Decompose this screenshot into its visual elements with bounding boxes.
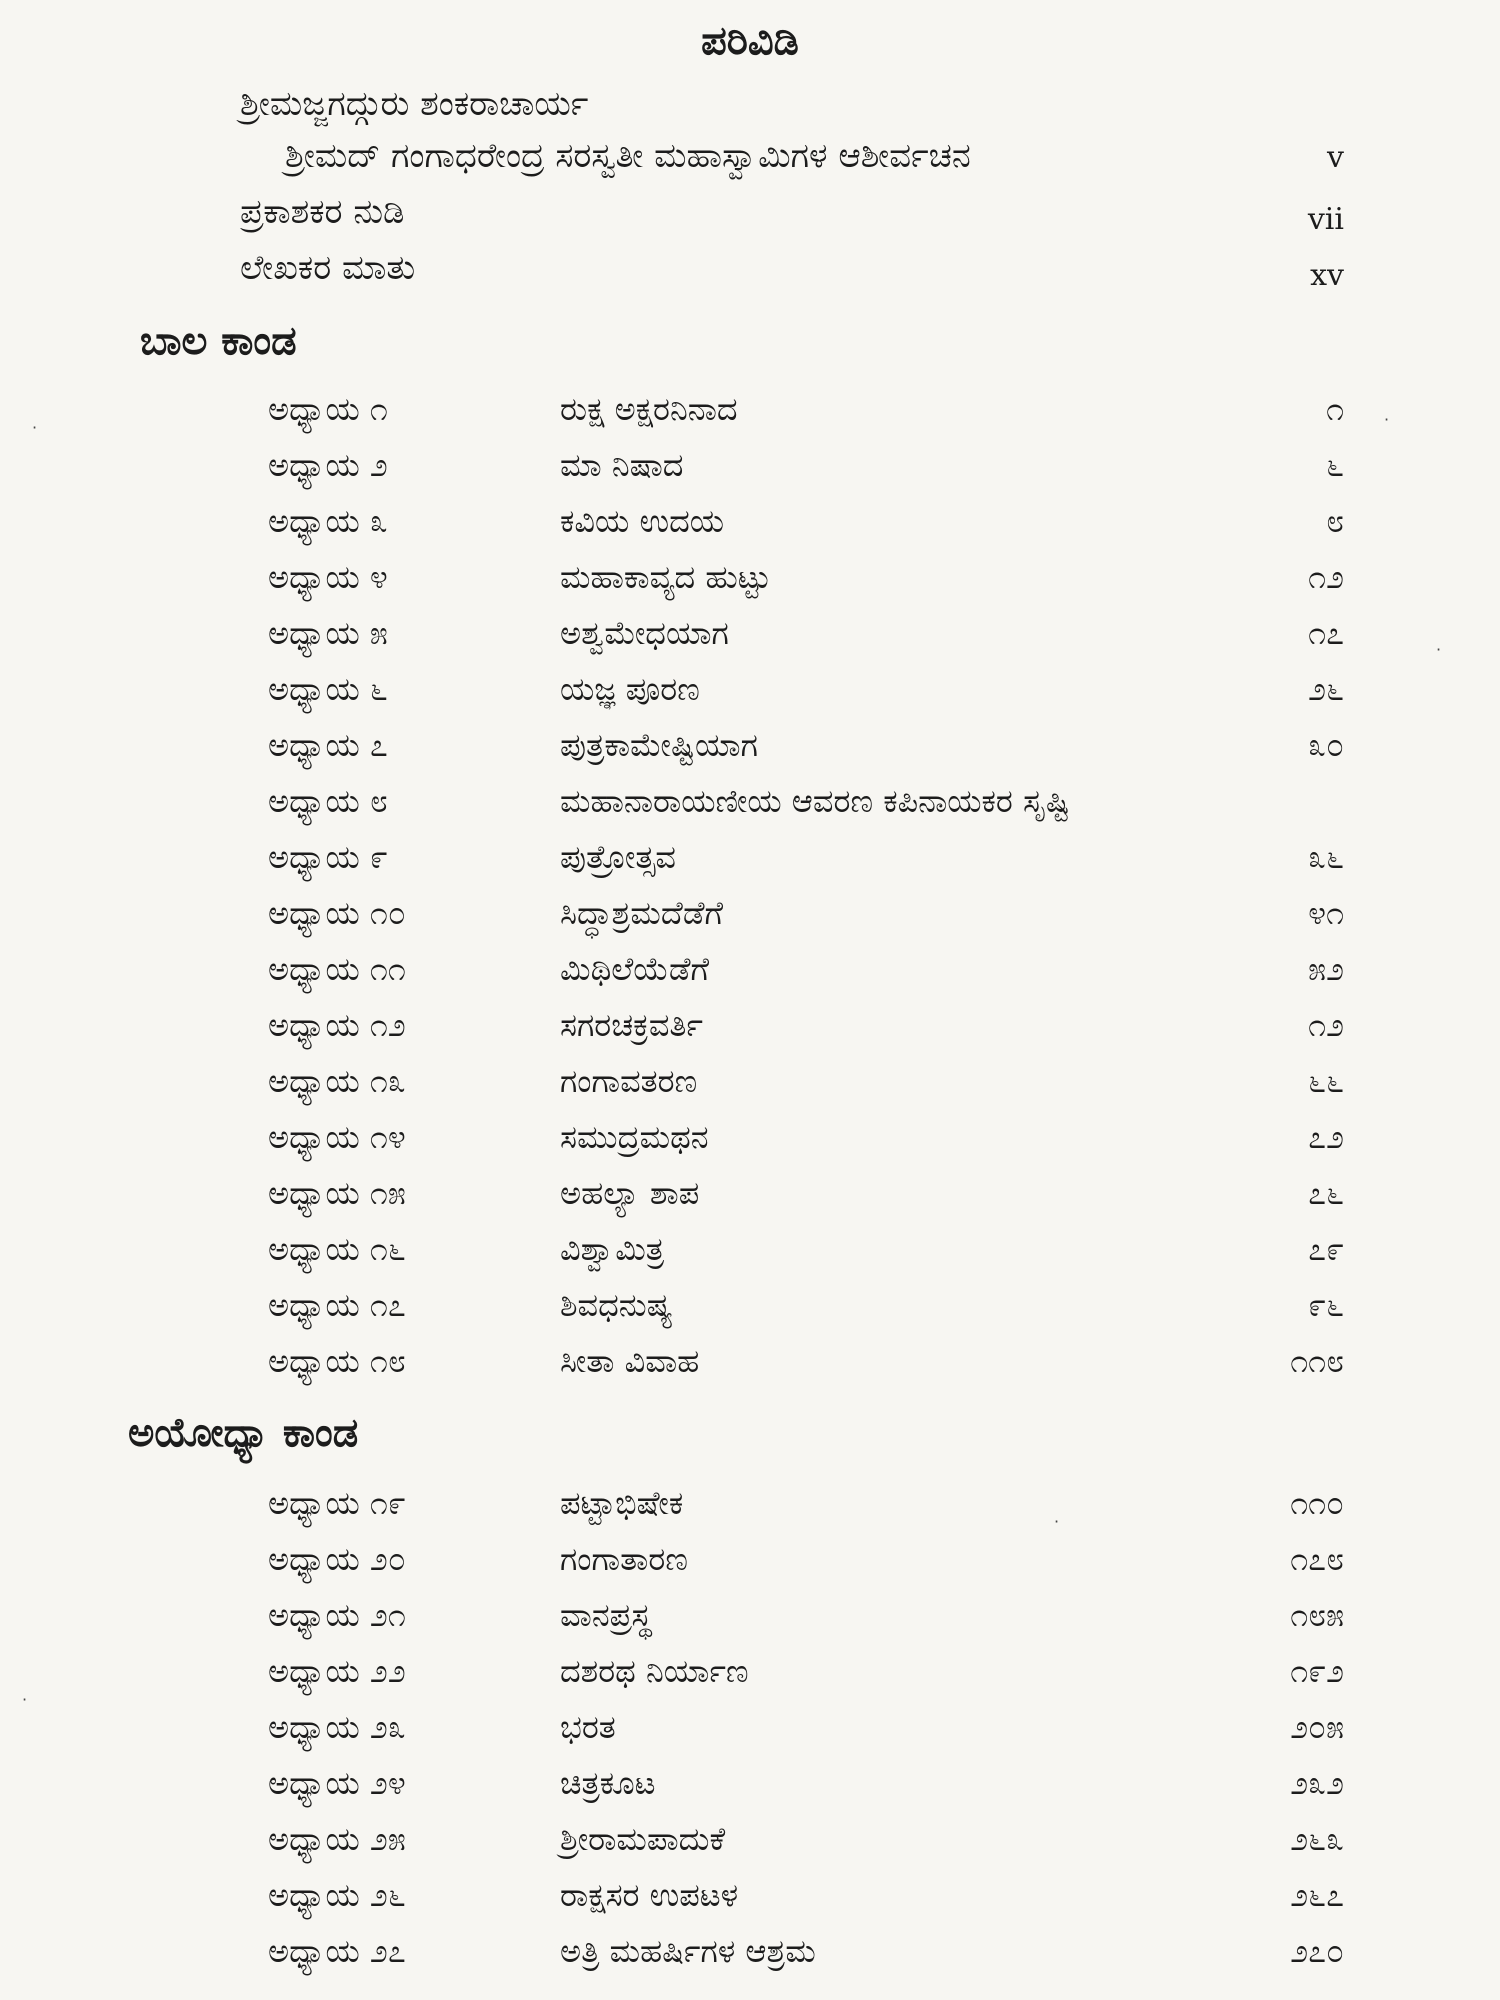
front-matter-item [0,80,1500,136]
chapter-page: ೧೧೮ [1290,1342,1344,1380]
chapter-title: ಪಟ್ಟಾಭಿಷೇಕ [560,1484,684,1522]
chapter-row [0,1056,1500,1112]
chapter-title: ಗಂಗಾತಾರಣ [560,1540,688,1578]
chapter-label: ಅಧ್ಯಾಯ ೧೩ [268,1062,406,1100]
chapter-title: ಸಗರಚಕ್ರವರ್ತಿ [560,1006,703,1044]
chapter-label: ಅಧ್ಯಾಯ ೮ [268,782,388,820]
chapter-title: ಗಂಗಾವತರಣ [560,1062,698,1100]
chapter-label: ಅಧ್ಯಾಯ ೧೯ [268,1484,406,1522]
chapter-page: ೧ [1326,390,1344,428]
speck-mark: · [1054,1512,1060,1531]
chapter-label: ಅಧ್ಯಾಯ ೨೨ [268,1652,406,1690]
chapter-label: ಅಧ್ಯಾಯ ೧೭ [268,1286,406,1324]
chapter-page: ೨೭೦ [1290,1932,1344,1970]
speck-mark: · [22,1690,28,1709]
chapter-row [0,440,1500,496]
chapter-title: ವಿಶ್ವಾಮಿತ್ರ [560,1230,665,1268]
chapter-row [0,1112,1500,1168]
chapter-row [0,1870,1500,1926]
chapter-page: ೬೬ [1308,1062,1344,1100]
chapter-row [0,1702,1500,1758]
front-matter-list [0,80,1500,300]
chapter-label: ಅಧ್ಯಾಯ ೧೧ [268,950,406,988]
front-matter-page: vii [1307,202,1344,237]
chapter-page: ೨೦೫ [1290,1708,1344,1746]
front-matter-page: v [1327,140,1344,175]
front-matter-item [0,136,1500,188]
chapter-label: ಅಧ್ಯಾಯ ೨ [268,446,388,484]
chapter-row [0,944,1500,1000]
chapter-title: ಪುತ್ರಕಾಮೇಷ್ಟಿಯಾಗ [560,726,758,764]
chapter-page: ೮ [1326,502,1344,540]
chapter-row [0,1000,1500,1056]
chapter-title: ರುಕ್ಷ ಅಕ್ಷರನಿನಾದ [560,390,738,428]
chapter-page: ೭೨ [1308,1118,1344,1156]
chapter-row [0,832,1500,888]
section-heading-ayodhya-kanda: ಅಯೋಧ್ಯಾ ಕಾಂಡ [128,1410,359,1456]
chapter-row [0,1280,1500,1336]
chapter-page: ೭೬ [1308,1174,1344,1212]
chapter-page: ೧೨ [1308,558,1344,596]
chapter-page: ೧೮೫ [1290,1596,1344,1634]
chapter-label: ಅಧ್ಯಾಯ ೧೬ [268,1230,406,1268]
chapter-title: ಮಿಥಿಲೆಯೆಡೆಗೆ [560,950,710,988]
chapter-label: ಅಧ್ಯಾಯ ೨೫ [268,1820,406,1858]
chapter-label: ಅಧ್ಯಾಯ ೭ [268,726,388,764]
chapter-row [0,496,1500,552]
chapter-row [0,1168,1500,1224]
chapter-label: ಅಧ್ಯಾಯ ೧೫ [268,1174,406,1212]
chapter-row [0,720,1500,776]
chapter-title: ಚಿತ್ರಕೂಟ [560,1764,656,1802]
chapter-page: ೧೭ [1308,614,1344,652]
chapter-page: ೭೯ [1308,1230,1344,1268]
chapter-title: ಮಹಾಕಾವ್ಯದ ಹುಟ್ಟು [560,558,772,596]
chapter-label: ಅಧ್ಯಾಯ ೨೧ [268,1596,406,1634]
speck-mark: · [1384,410,1390,429]
chapter-page: ೯೬ [1308,1286,1344,1324]
chapter-page: ೩೦ [1308,726,1344,764]
chapter-page: ೧೧೦ [1290,1484,1344,1522]
front-matter-label: ಲೇಖಕರ ಮಾತು [240,248,416,288]
chapter-label: ಅಧ್ಯಾಯ ೧೦ [268,894,406,932]
chapter-title: ಅಹಲ್ಯಾ ಶಾಪ [560,1174,700,1212]
front-matter-page: xv [1310,258,1344,293]
chapter-page: ೫೨ [1308,950,1344,988]
chapter-list-bala-kanda [0,384,1500,1392]
chapter-title: ಭರತ [560,1708,616,1746]
front-matter-item [0,188,1500,244]
chapter-row [0,552,1500,608]
chapter-page: ೨೬೭ [1290,1876,1344,1914]
chapter-row [0,384,1500,440]
front-matter-item [0,244,1500,300]
chapter-title: ಮಹಾನಾರಾಯಣೀಯ ಆವರಣ ಕಪಿನಾಯಕರ ಸೃಷ್ಟಿ [560,782,1070,820]
chapter-label: ಅಧ್ಯಾಯ ೫ [268,614,388,652]
chapter-page: ೧೯೨ [1290,1652,1344,1690]
chapter-row [0,1758,1500,1814]
chapter-title: ಮಾ ನಿಷಾದ [560,446,684,484]
chapter-title: ಅಶ್ವಮೇಧಯಾಗ [560,614,729,652]
chapter-title: ಸಿದ್ಧಾಶ್ರಮದೆಡೆಗೆ [560,894,724,932]
chapter-page: ೨೩೨ [1290,1764,1344,1802]
chapter-label: ಅಧ್ಯಾಯ ೧೨ [268,1006,406,1044]
chapter-title: ಕವಿಯ ಉದಯ [560,502,725,540]
chapter-row [0,1590,1500,1646]
chapter-title: ಅತ್ರಿ ಮಹರ್ಷಿಗಳ ಆಶ್ರಮ [560,1932,816,1970]
chapter-row [0,776,1500,832]
chapter-row [0,1814,1500,1870]
chapter-label: ಅಧ್ಯಾಯ ೧೮ [268,1342,406,1380]
chapter-row [0,1646,1500,1702]
chapter-list-ayodhya-kanda [0,1478,1500,1982]
chapter-row [0,888,1500,944]
section-heading-bala-kanda: ಬಾಲ ಕಾಂಡ [140,318,297,364]
chapter-page: ೨೬ [1308,670,1344,708]
chapter-label: ಅಧ್ಯಾಯ ೨೬ [268,1876,406,1914]
chapter-label: ಅಧ್ಯಾಯ ೨೪ [268,1764,406,1802]
chapter-title: ಪುತ್ರೋತ್ಸವ [560,838,676,876]
chapter-row [0,1478,1500,1534]
chapter-page: ೧೨ [1308,1006,1344,1044]
chapter-label: ಅಧ್ಯಾಯ ೯ [268,838,388,876]
chapter-label: ಅಧ್ಯಾಯ ೩ [268,502,388,540]
speck-mark: · [32,418,38,437]
chapter-row [0,1534,1500,1590]
front-matter-label: ಪ್ರಕಾಶಕರ ನುಡಿ [240,192,405,232]
front-matter-label: ಶ್ರೀಮಜ್ಜಗದ್ಗುರು ಶಂಕರಾಚಾರ್ಯ [240,84,589,124]
chapter-title: ಸೀತಾ ವಿವಾಹ [560,1342,700,1380]
chapter-label: ಅಧ್ಯಾಯ ೨೭ [268,1932,406,1970]
chapter-label: ಅಧ್ಯಾಯ ೨೦ [268,1540,406,1578]
chapter-row [0,608,1500,664]
chapter-page: ೩೬ [1308,838,1344,876]
front-matter-label: ಶ್ರೀಮದ್ ಗಂಗಾಧರೇಂದ್ರ ಸರಸ್ವತೀ ಮಹಾಸ್ವಾಮಿಗಳ ಆಶೀರ್ವಚನ [285,136,971,176]
chapter-page: ೨೬೩ [1290,1820,1344,1858]
chapter-label: ಅಧ್ಯಾಯ ೧೪ [268,1118,406,1156]
chapter-label: ಅಧ್ಯಾಯ ೬ [268,670,388,708]
chapter-page: ೧೭೮ [1290,1540,1344,1578]
chapter-label: ಅಧ್ಯಾಯ ೨೩ [268,1708,406,1746]
chapter-row [0,1224,1500,1280]
chapter-title: ಶ್ರೀರಾಮಪಾದುಕೆ [560,1820,726,1858]
chapter-title: ದಶರಥ ನಿರ್ಯಾಣ [560,1652,749,1690]
chapter-title: ಶಿವಧನುಷ್ಯ [560,1286,673,1324]
chapter-title: ಯಜ್ಞ ಪೂರಣ [560,670,700,708]
chapter-row [0,664,1500,720]
speck-mark: · [1436,640,1442,659]
chapter-page: ೪೧ [1308,894,1344,932]
chapter-title: ವಾನಪ್ರಸ್ಥ [560,1596,652,1634]
chapter-page: ೬ [1326,446,1344,484]
chapter-row [0,1926,1500,1982]
chapter-label: ಅಧ್ಯಾಯ ೪ [268,558,388,596]
chapter-label: ಅಧ್ಯಾಯ ೧ [268,390,388,428]
chapter-row [0,1336,1500,1392]
chapter-title: ಸಮುದ್ರಮಥನ [560,1118,709,1156]
page-title: ಪರಿವಿಡಿ [701,18,799,64]
chapter-title: ರಾಕ್ಷಸರ ಉಪಟಳ [560,1876,739,1914]
